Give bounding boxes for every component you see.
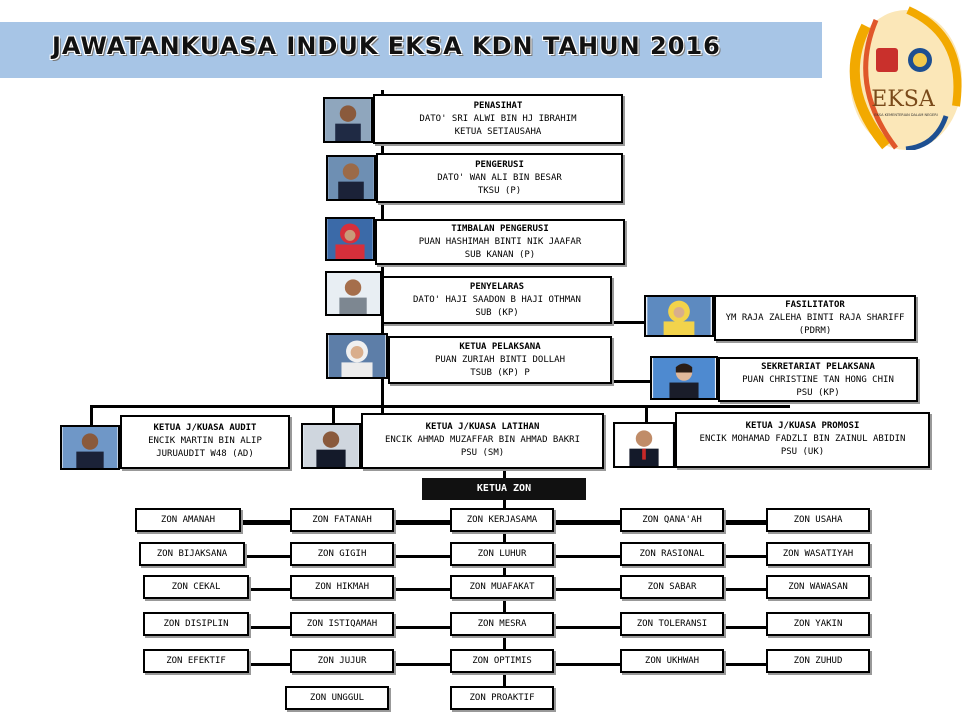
box-ketua-pelaksana xyxy=(388,336,612,384)
zone-box: ZON HIKMAH xyxy=(290,575,394,599)
zone-box: ZON BIJAKSANA xyxy=(139,542,245,566)
fasilitator-title: (PDRM) xyxy=(798,326,832,336)
ketua-zon-header: KETUA ZON xyxy=(422,478,586,500)
timbalan-title: SUB KANAN (P) xyxy=(464,250,536,260)
zone-box: ZON SABAR xyxy=(620,575,724,599)
sekretariat-name: PUAN CHRISTINE TAN HONG CHIN xyxy=(742,375,894,385)
ketua-pelaksana-role: KETUA PELAKSANA xyxy=(459,342,541,352)
connector-latihan-drop xyxy=(332,405,335,425)
zone-box: ZON ISTIQAMAH xyxy=(290,612,394,636)
photo-fasilitator xyxy=(644,295,714,337)
zone-box: ZON AMANAH xyxy=(135,508,241,532)
pengerusi-title: TKSU (P) xyxy=(477,186,522,196)
box-timbalan xyxy=(375,219,625,265)
ketua-pelaksana-title: TSUB (KP) P xyxy=(470,368,530,378)
timbalan-role: TIMBALAN PENGERUSI xyxy=(451,224,549,234)
penasihat-title: KETUA SETIAUSAHA xyxy=(454,127,542,137)
zone-box: ZON WASATIYAH xyxy=(766,542,870,566)
zone-box: ZON UKHWAH xyxy=(620,649,724,673)
zone-box: ZON PROAKTIF xyxy=(450,686,554,710)
zone-box: ZON LUHUR xyxy=(450,542,554,566)
latihan-name: ENCIK AHMAD MUZAFFAR BIN AHMAD BAKRI xyxy=(384,435,581,445)
zone-box: ZON DISIPLIN xyxy=(143,612,249,636)
zone-box: ZON MUAFAKAT xyxy=(450,575,554,599)
photo-latihan xyxy=(301,423,361,469)
promosi-title: PSU (UK) xyxy=(780,447,825,457)
eksa-logo xyxy=(846,6,962,150)
fasilitator-name: YM RAJA ZALEHA BINTI RAJA SHARIFF xyxy=(725,313,905,323)
latihan-role: KETUA J/KUASA LATIHAN xyxy=(425,422,540,432)
zone-box: ZON OPTIMIS xyxy=(450,649,554,673)
box-penasihat xyxy=(373,94,623,144)
audit-role: KETUA J/KUASA AUDIT xyxy=(153,423,257,433)
zone-box: ZON QANA'AH xyxy=(620,508,724,532)
box-latihan xyxy=(361,413,604,469)
connector-committees xyxy=(90,405,790,408)
box-fasilitator xyxy=(714,295,916,341)
penyelaras-name: DATO' HAJI SAADON B HAJI OTHMAN xyxy=(413,295,581,305)
promosi-role: KETUA J/KUASA PROMOSI xyxy=(745,421,860,431)
zone-box: ZON CEKAL xyxy=(143,575,249,599)
box-audit xyxy=(120,415,290,469)
connector-sekretariat xyxy=(612,380,652,383)
photo-penasihat xyxy=(323,97,373,143)
timbalan-name: PUAN HASHIMAH BINTI NIK JAAFAR xyxy=(418,237,582,247)
photo-pengerusi xyxy=(326,155,376,201)
penasihat-role: PENASIHAT xyxy=(473,101,523,111)
penyelaras-title: SUB (KP) xyxy=(475,308,519,318)
zone-box: ZON TOLERANSI xyxy=(620,612,724,636)
box-penyelaras xyxy=(382,276,612,324)
box-sekretariat xyxy=(718,357,918,402)
zone-box: ZON EFEKTIF xyxy=(143,649,249,673)
zone-box: ZON KERJASAMA xyxy=(450,508,554,532)
zone-box: ZON YAKIN xyxy=(766,612,870,636)
latihan-title: PSU (SM) xyxy=(460,448,505,458)
box-pengerusi xyxy=(376,153,623,203)
fasilitator-role: FASILITATOR xyxy=(785,300,845,310)
zone-box: ZON FATANAH xyxy=(290,508,394,532)
zone-box: ZON UNGGUL xyxy=(285,686,389,710)
photo-sekretariat xyxy=(650,356,718,400)
zone-box: ZON WAWASAN xyxy=(766,575,870,599)
promosi-name: ENCIK MOHAMAD FADZLI BIN ZAINUL ABIDIN xyxy=(699,434,906,444)
pengerusi-role: PENGERUSI xyxy=(475,160,524,170)
audit-name: ENCIK MARTIN BIN ALIP xyxy=(148,436,262,446)
photo-timbalan xyxy=(325,217,375,261)
logo-text: EKSA xyxy=(871,87,935,112)
connector-fasilitator xyxy=(612,321,648,324)
connector-audit-drop xyxy=(90,405,93,425)
pengerusi-name: DATO' WAN ALI BIN BESAR xyxy=(437,173,562,183)
sekretariat-role: SEKRETARIAT PELAKSANA xyxy=(761,362,875,372)
audit-title: JURUAUDIT W48 (AD) xyxy=(156,449,254,459)
photo-audit xyxy=(60,425,120,470)
sekretariat-title: PSU (KP) xyxy=(796,388,840,398)
zone-box: ZON MESRA xyxy=(450,612,554,636)
page-title: JAWATANKUASA INDUK EKSA KDN TAHUN 2016 xyxy=(52,32,721,60)
zone-box: ZON ZUHUD xyxy=(766,649,870,673)
zone-box: ZON JUJUR xyxy=(290,649,394,673)
logo-subtitle: EKSA KEMENTERIAN DALAM NEGERI xyxy=(874,113,938,117)
penyelaras-role: PENYELARAS xyxy=(469,282,525,292)
photo-promosi xyxy=(613,422,675,468)
zone-box: ZON USAHA xyxy=(766,508,870,532)
photo-ketua-pelaksana xyxy=(326,333,388,379)
zone-box: ZON GIGIH xyxy=(290,542,394,566)
zone-box: ZON RASIONAL xyxy=(620,542,724,566)
photo-penyelaras xyxy=(325,271,382,316)
penasihat-name: DATO' SRI ALWI BIN HJ IBRAHIM xyxy=(419,114,577,124)
box-promosi xyxy=(675,412,930,468)
ketua-pelaksana-name: PUAN ZURIAH BINTI DOLLAH xyxy=(434,355,566,365)
